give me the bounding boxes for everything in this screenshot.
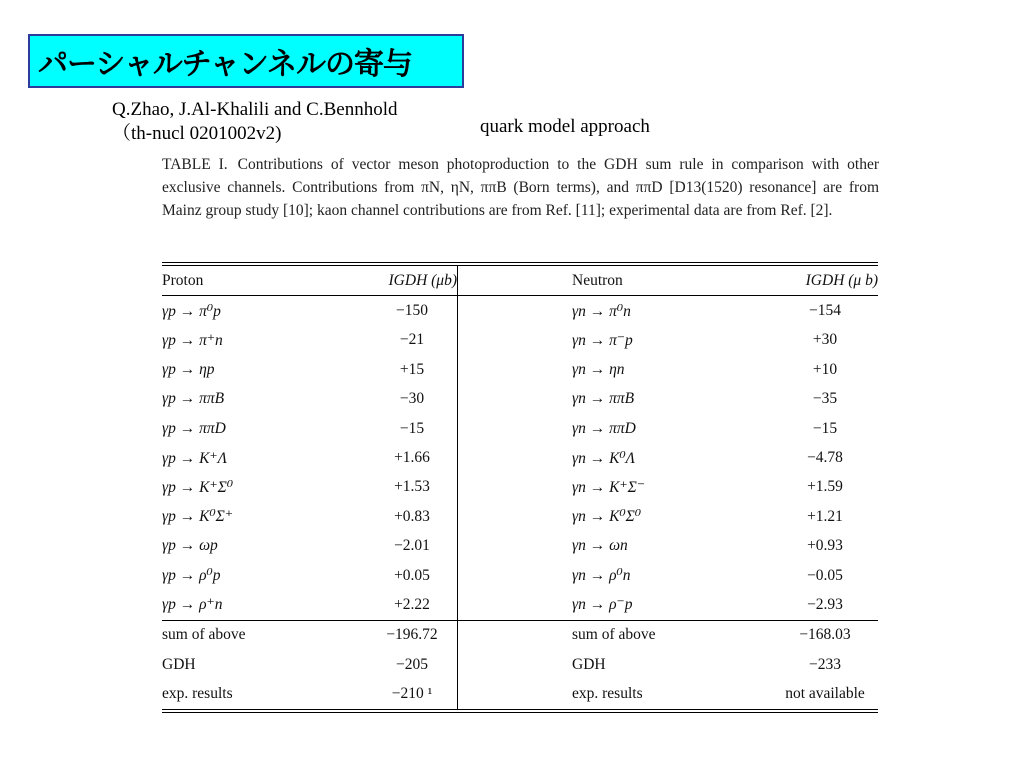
table-row bbox=[162, 385, 878, 414]
neutron-reaction: γn → ππB bbox=[572, 390, 635, 408]
neutron-value: −4.78 bbox=[807, 449, 843, 467]
table-caption bbox=[162, 153, 879, 222]
proton-value: −210 ¹ bbox=[391, 685, 433, 703]
header-proton-unit: IGDH (μb) bbox=[388, 271, 457, 289]
table-row bbox=[162, 650, 878, 679]
neutron-value: −2.93 bbox=[807, 595, 843, 613]
proton-value: −15 bbox=[399, 419, 425, 437]
proton-value: +0.83 bbox=[394, 507, 430, 525]
neutron-reaction: γn → ωn bbox=[572, 537, 628, 555]
table-row bbox=[162, 561, 878, 590]
neutron-value: −35 bbox=[812, 390, 838, 408]
authors-line1: Q.Zhao, J.Al-Khalili and C.Bennhold bbox=[112, 99, 398, 120]
neutron-value: −168.03 bbox=[799, 626, 851, 644]
neutron-value: −0.05 bbox=[807, 566, 843, 584]
table-row bbox=[162, 443, 878, 472]
caption-label: TABLE I. bbox=[162, 156, 228, 173]
neutron-reaction: exp. results bbox=[572, 685, 643, 703]
proton-value: −205 bbox=[396, 655, 428, 673]
proton-value: +0.05 bbox=[394, 566, 430, 584]
neutron-reaction: γn → π⁻p bbox=[572, 331, 633, 349]
neutron-value: not available bbox=[785, 685, 865, 703]
proton-reaction: γp → π⁰p bbox=[162, 302, 221, 320]
proton-reaction: γp → K⁺Λ bbox=[162, 449, 227, 467]
neutron-reaction: γn → ρ⁻p bbox=[572, 596, 633, 614]
table-row bbox=[162, 590, 878, 619]
gdh-table bbox=[162, 262, 878, 713]
proton-value: −21 bbox=[399, 331, 425, 349]
neutron-reaction: γn → π⁰n bbox=[572, 302, 631, 320]
neutron-value: +1.59 bbox=[807, 478, 843, 496]
neutron-value: +10 bbox=[812, 360, 838, 378]
proton-reaction: γp → ρ⁺n bbox=[162, 596, 223, 614]
proton-value: −2.01 bbox=[394, 537, 430, 555]
neutron-value: +30 bbox=[812, 331, 838, 349]
proton-value: +2.22 bbox=[394, 595, 430, 613]
neutron-reaction: γn → ρ⁰n bbox=[572, 567, 631, 585]
table-row bbox=[162, 679, 878, 708]
slide-title: パーシャルチャンネルの寄与 bbox=[28, 34, 464, 88]
table-row bbox=[162, 355, 878, 384]
neutron-reaction: γn → ππD bbox=[572, 419, 636, 437]
proton-reaction: GDH bbox=[162, 655, 196, 673]
neutron-value: +1.21 bbox=[807, 507, 843, 525]
neutron-value: −154 bbox=[809, 302, 841, 320]
approach-label: quark model approach bbox=[480, 116, 650, 137]
header-neutron: Neutron bbox=[572, 271, 623, 289]
proton-reaction: γp → ωp bbox=[162, 537, 218, 555]
table-bottom-rule bbox=[162, 709, 878, 713]
authors bbox=[112, 98, 398, 146]
table-row bbox=[162, 414, 878, 443]
table-row bbox=[162, 502, 878, 531]
neutron-reaction: sum of above bbox=[572, 626, 656, 644]
neutron-value: −15 bbox=[812, 419, 838, 437]
header-neutron-unit: IGDH (μ b) bbox=[805, 271, 878, 289]
proton-reaction: sum of above bbox=[162, 626, 246, 644]
table-row bbox=[162, 621, 878, 650]
proton-value: +1.66 bbox=[394, 449, 430, 467]
header-proton: Proton bbox=[162, 271, 204, 289]
proton-reaction: γp → ππD bbox=[162, 419, 226, 437]
table-row bbox=[162, 473, 878, 502]
proton-value: +15 bbox=[399, 360, 425, 378]
table-summary bbox=[162, 621, 878, 709]
proton-value: −150 bbox=[396, 302, 428, 320]
neutron-reaction: γn → K⁰Σ⁰ bbox=[572, 508, 642, 526]
neutron-value: +0.93 bbox=[807, 537, 843, 555]
proton-reaction: γp → K⁺Σ⁰ bbox=[162, 478, 234, 496]
proton-value: −30 bbox=[399, 390, 425, 408]
table-header-row bbox=[162, 266, 878, 295]
proton-reaction: γp → ρ⁰p bbox=[162, 567, 221, 585]
table-body bbox=[162, 296, 878, 619]
proton-reaction: γp → K⁰Σ⁺ bbox=[162, 508, 234, 526]
proton-reaction: exp. results bbox=[162, 685, 233, 703]
table-row bbox=[162, 296, 878, 325]
proton-reaction: γp → π⁺n bbox=[162, 331, 223, 349]
caption-text: Contributions of vector meson photoproduction to the GDH sum rule in comparison with other exclusive channels. Contributions from πN, ηN, ππB (Born terms), and ππD [D13(1520) resonance] are from Mainz group study [10]; kaon channel contributions are from Ref. [11]; experimental data are from Ref. [2]. bbox=[162, 156, 879, 219]
neutron-reaction: γn → K⁺Σ⁻ bbox=[572, 478, 646, 496]
proton-reaction: γp → ππB bbox=[162, 390, 225, 408]
table-row bbox=[162, 326, 878, 355]
proton-value: −196.72 bbox=[386, 626, 438, 644]
neutron-reaction: γn → K⁰Λ bbox=[572, 449, 636, 467]
proton-reaction: γp → ηp bbox=[162, 360, 215, 378]
authors-line2: （th-nucl 0201002v2) bbox=[112, 123, 282, 144]
neutron-value: −233 bbox=[809, 655, 841, 673]
neutron-reaction: γn → ηn bbox=[572, 360, 625, 378]
proton-value: +1.53 bbox=[394, 478, 430, 496]
table-row bbox=[162, 532, 878, 561]
neutron-reaction: GDH bbox=[572, 655, 606, 673]
